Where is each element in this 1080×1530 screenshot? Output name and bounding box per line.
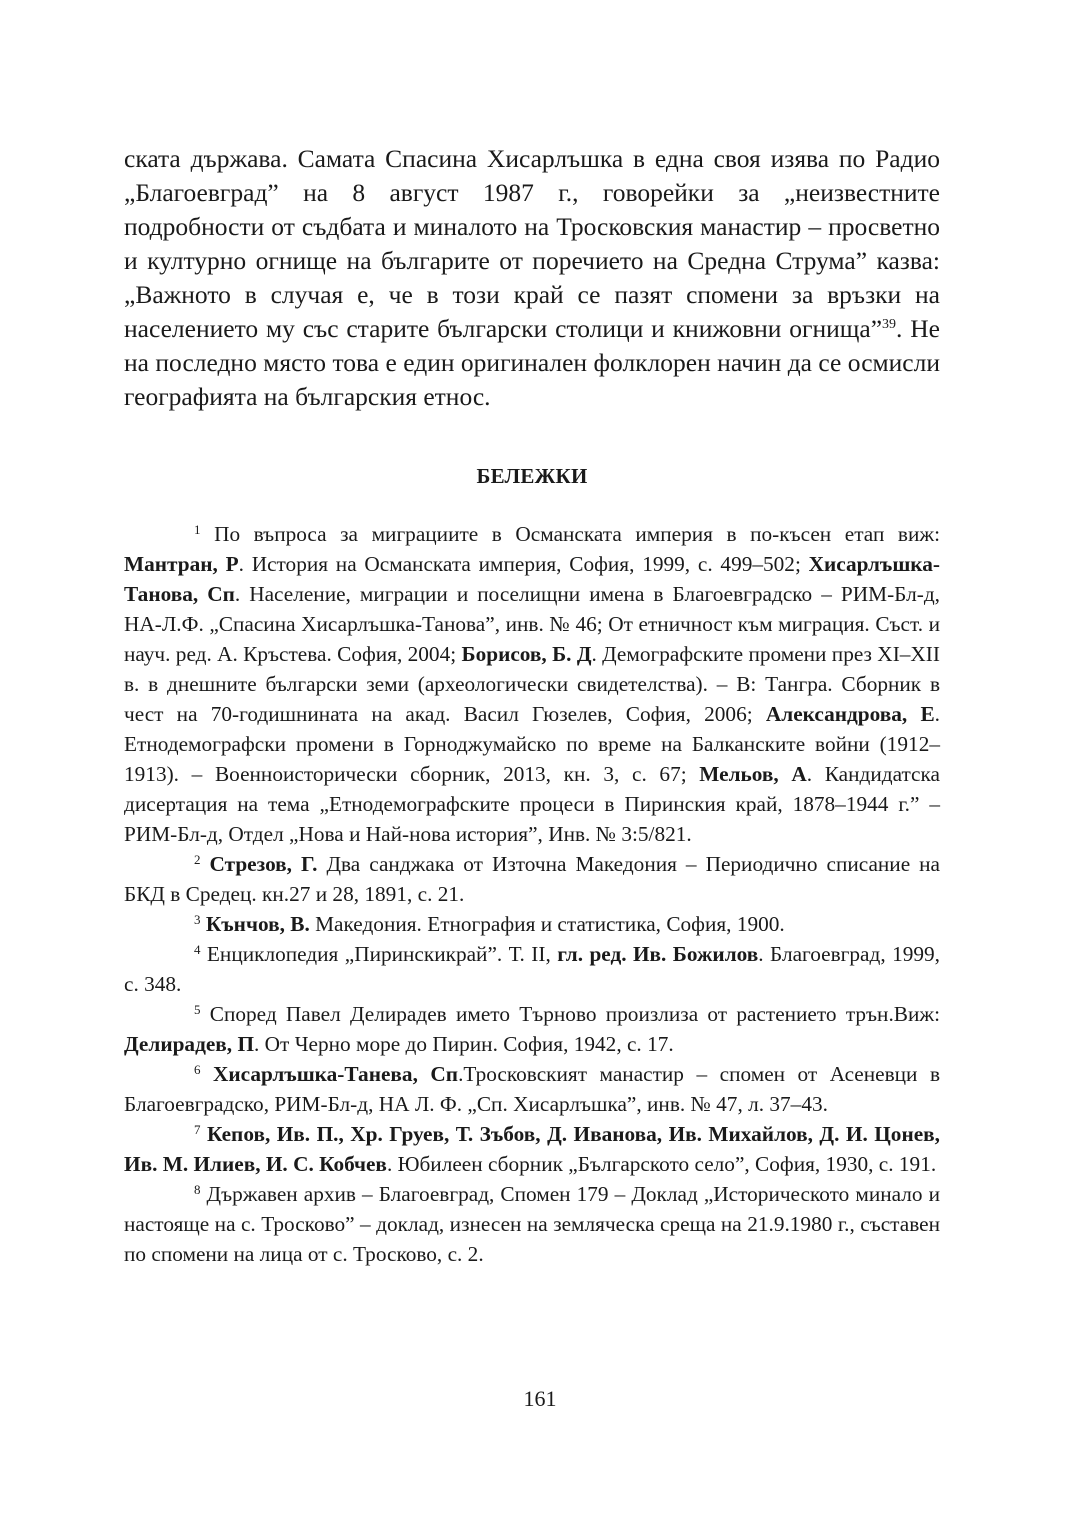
footnote-text: . От Черно море до Пирин. София, 1942, с. 17. bbox=[254, 1032, 674, 1056]
footnote-author: Мельов, А bbox=[699, 762, 807, 786]
footnote-7 bbox=[124, 1119, 940, 1179]
footnote-author: Александрова, Е bbox=[765, 702, 935, 726]
footnote-author: Кънчов, В. bbox=[205, 912, 310, 936]
footnote-3 bbox=[124, 909, 940, 939]
footnote-text: .Тросковският манастир – спомен от Асеневци в Благоевградско, РИМ-Бл-д, НА Л. Ф. „Сп. Хисарлъшка”, инв. № 47, л. 37–43. bbox=[124, 1062, 941, 1116]
footnote-author: Борисов, Б. Д bbox=[461, 642, 592, 666]
footnote-text: . Благоевград, 1999, с. 348. bbox=[124, 942, 940, 996]
footnote-author: Хисарлъшка-Танова, Сп bbox=[124, 552, 940, 606]
footnote-text: . История на Османската империя, София, 1999, с. 499–502; bbox=[238, 552, 809, 576]
footnote-text: Енциклопедия „Пиринскикрай”. Т. II, bbox=[200, 942, 558, 966]
footnote-text: По въпроса за миграциите в Османската империя в по-късен етап виж: bbox=[200, 522, 940, 546]
footnote-number: 2 bbox=[194, 852, 201, 867]
footnote-number: 1 bbox=[194, 522, 201, 537]
footnote-8 bbox=[124, 1179, 940, 1269]
footnote-number: 3 bbox=[194, 912, 201, 927]
footnote-2 bbox=[124, 849, 940, 909]
footnote-text bbox=[201, 1062, 214, 1086]
footnote-number: 8 bbox=[194, 1182, 201, 1197]
footnote-number: 5 bbox=[194, 1002, 201, 1017]
footnote-author: Мантран, Р bbox=[124, 552, 239, 576]
footnote-author: Хисарлъшка-Танева, Сп bbox=[213, 1062, 459, 1086]
footnote-number: 7 bbox=[194, 1122, 201, 1137]
footnote-text: . Кандидатска дисертация на тема „Етнодемографските процеси в Пиринския край, 1878–1944 г.” – РИМ-Бл-д, Отдел „Нова и Най-нова история”, Инв. № 3:5/821. bbox=[124, 762, 940, 846]
footnote-1 bbox=[124, 519, 940, 849]
footnote-4 bbox=[124, 939, 940, 999]
footnote-author: Кепов, Ив. П., Хр. Груев, Т. Зъбов, Д. Иванова, Ив. Михайлов, Д. И. Цонев, Ив. М. Илиев, И. С. Кобчев bbox=[124, 1122, 940, 1176]
footnote-text: . Етнодемографски промени в Горноджумайско по време на Балканските войни (1912–1913). – Военноисторически сборник, 2013, кн. 3, с. 67; bbox=[124, 702, 940, 786]
page-content bbox=[124, 142, 940, 1269]
footnote-text: . Юбилеен сборник „Българското село”, София, 1930, с. 191. bbox=[386, 1152, 937, 1176]
footnote-number: 6 bbox=[194, 1062, 201, 1077]
footnote-author: Делирадев, П bbox=[124, 1032, 255, 1056]
footnote-5 bbox=[124, 999, 940, 1059]
footnote-author: гл. ред. Ив. Божилов bbox=[557, 942, 759, 966]
footnote-6 bbox=[124, 1059, 940, 1119]
footnote-text: . Демографските промени през XI–XII в. в днешните български земи (археологически свидетелства). – В: Тангра. Сборник в чест на 70-годишнината на акад. Васил Гюзелев, София, 2006; bbox=[124, 642, 940, 726]
page-number: 161 bbox=[523, 1386, 557, 1411]
footnote-number: 4 bbox=[194, 942, 201, 957]
footnote-text bbox=[201, 852, 210, 876]
notes-list bbox=[124, 519, 940, 1269]
notes-heading: БЕЛЕЖКИ bbox=[476, 464, 588, 488]
footnote-text: Според Павел Делирадев името Търново произлиза от растението трън.Виж: bbox=[200, 1002, 940, 1026]
footnote-text: Македония. Етнография и статистика, София, 1900. bbox=[309, 912, 785, 936]
footnote-text: Два санджака от Източна Македония – Периодично списание на БКД в Средец. кн.27 и 28, 1891, с. 21. bbox=[124, 852, 940, 906]
main-paragraph-end: . Не на последно място това е един оригинален фолклорен начин да се осмисли географията на българския етнос. bbox=[124, 314, 940, 411]
footnote-text: Държавен архив – Благоевград, Спомен 179 – Доклад „Историческото минало и настояще на с. Тросково” – доклад, изнесен на земляческа среща на 21.9.1980 г., съставен по спомени на лица от с. Тросково, с. 2. bbox=[124, 1182, 940, 1266]
main-paragraph-text: ската държава. Самата Спасина Хисарлъшка в една своя изява по Радио „Благоевград” на 8 август 1987 г., говорейки за „неизвестните подробности от съдбата и миналото на Тросковския манастир – просветно и културно огнище на българите от поречието на Средна Струма” казва: „Важното в случая е, че в този край се пазят спомени за връзки на населението му със старите български столици и книжовни огнища” bbox=[124, 144, 940, 343]
footnote-ref-39: 39 bbox=[882, 317, 897, 332]
main-paragraph bbox=[124, 142, 940, 414]
footnote-text: . Население, миграции и поселищни имена в Благоевградско – РИМ-Бл-д, НА-Л.Ф. „Спасина Хисарлъшка-Танова”, инв. № 46; От етничност към миграция. Съст. и науч. ред. А. Кръстева. София, 2004; bbox=[124, 582, 940, 666]
footnote-author: Стрезов, Г. bbox=[209, 852, 318, 876]
